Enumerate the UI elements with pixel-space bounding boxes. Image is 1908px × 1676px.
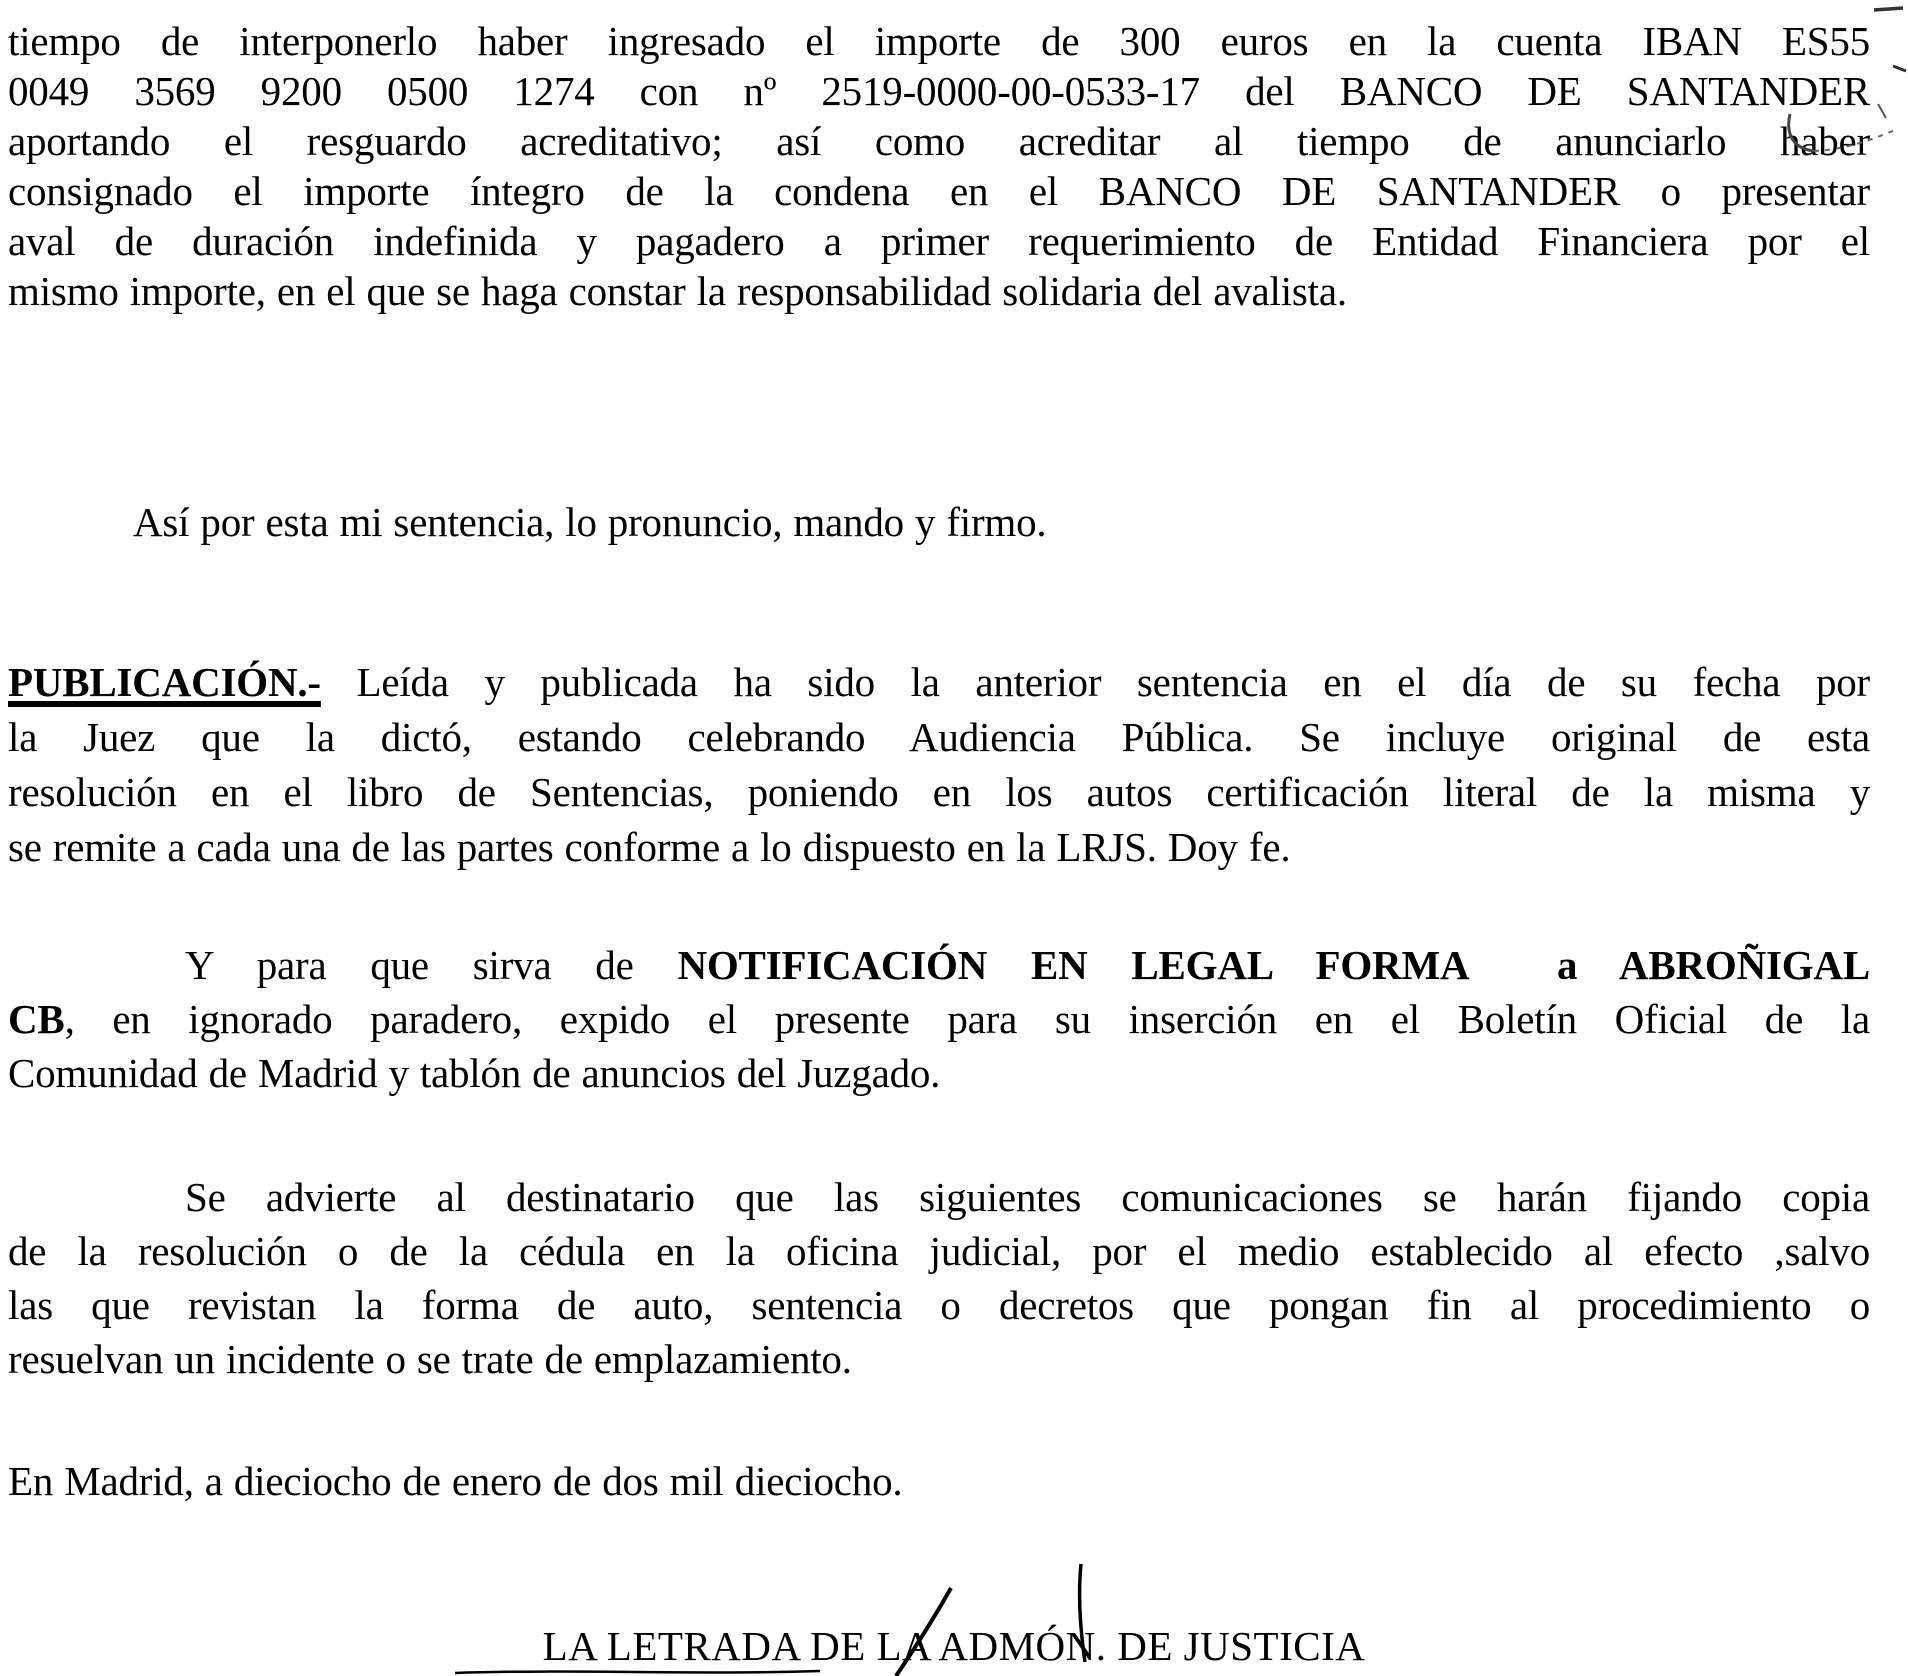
text-line (8, 497, 1870, 547)
para-fecha (8, 1456, 1870, 1506)
text-line (8, 710, 1870, 765)
text-line (8, 166, 1870, 216)
text-segment: tiempo de interponerlo haber ingresado el importe de 300 euros en la cuenta IBAN ES55 (8, 18, 1870, 64)
text-segment: resuelvan un incidente o se trate de emplazamiento. (8, 1336, 852, 1382)
text-segment: mismo importe, en el que se haga constar la responsabilidad solidaria del avalista. (8, 268, 1347, 314)
text-line (8, 1224, 1870, 1278)
text-segment: , en ignorado paradero, expido el presente para su inserción en el Boletín Oficial de la (64, 996, 1870, 1042)
text-segment: Se advierte al destinatario que las siguientes comunicaciones se harán fijando copia (185, 1174, 1870, 1220)
text-segment: la Juez que la dictó, estando celebrando Audiencia Pública. Se incluye original de esta (8, 714, 1870, 760)
text-segment: 0049 3569 9200 0500 1274 con nº 2519-0000-00-0533-17 del BANCO DE SANTANDER (8, 68, 1870, 114)
text-line (8, 765, 1870, 820)
text-segment: consignado el importe íntegro de la condena en el BANCO DE SANTANDER o presentar (8, 168, 1870, 214)
signature-caption: LA LETRADA DE LA ADMÓN. DE JUSTICIA (542, 1623, 1366, 1669)
text-line (8, 216, 1870, 266)
text-segment: Y para que sirva de (185, 942, 678, 988)
text-segment: Leída y publicada ha sido la anterior sentencia en el día de su fecha por (320, 659, 1870, 705)
text-line (8, 266, 1870, 316)
pen-tick-right-margin (1878, 104, 1886, 118)
text-segment: NOTIFICACIÓN EN LEGAL FORMA a ABROÑIGAL (677, 942, 1870, 988)
text-segment: aval de duración indefinida y pagadero a primer requerimiento de Entidad Financiera por el (8, 218, 1870, 264)
text-line (8, 1046, 1870, 1100)
text-segment: aportando el resguardo acreditativo; así como acreditar al tiempo de anunciarlo haber (8, 118, 1870, 164)
text-segment: resolución en el libro de Sentencias, poniendo en los autos certificación literal de la misma y (8, 769, 1870, 815)
para-deposito-recurso (8, 16, 1870, 316)
pen-dash-right-of-line1 (1893, 66, 1906, 71)
para-advertencia (8, 1170, 1870, 1386)
text-segment: PUBLICACIÓN.- (8, 659, 321, 705)
text-line (8, 655, 1870, 710)
text-line (8, 1170, 1870, 1224)
text-line (8, 938, 1870, 992)
signature-underline (455, 1671, 820, 1673)
text-line (8, 820, 1870, 875)
text-segment: Comunidad de Madrid y tablón de anuncios del Juzgado. (8, 1050, 941, 1096)
text-segment: En Madrid, a dieciocho de enero de dos mil dieciocho. (8, 1458, 903, 1504)
text-line (8, 1278, 1870, 1332)
text-segment: se remite a cada una de las partes conforme a lo dispuesto en la LRJS. Doy fe. (8, 824, 1291, 870)
pen-dash-top-right-corner (1874, 8, 1903, 10)
text-line (8, 16, 1870, 66)
text-line (8, 66, 1870, 116)
text-line (8, 116, 1870, 166)
text-line (8, 1332, 1870, 1386)
text-segment: las que revistan la forma de auto, sentencia o decretos que pongan fin al procedimiento o (8, 1282, 1870, 1328)
para-notificacion (8, 938, 1870, 1100)
text-segment: de la resolución o de la cédula en la oficina judicial, por el medio establecido al efecto ,salvo (8, 1228, 1870, 1274)
text-line (8, 1456, 1870, 1506)
text-line (8, 992, 1870, 1046)
text-segment: Así por esta mi sentencia, lo pronuncio, mando y firmo. (133, 499, 1047, 545)
para-fallo (8, 497, 1870, 547)
text-segment: CB (8, 996, 65, 1042)
para-publicacion (8, 655, 1870, 875)
